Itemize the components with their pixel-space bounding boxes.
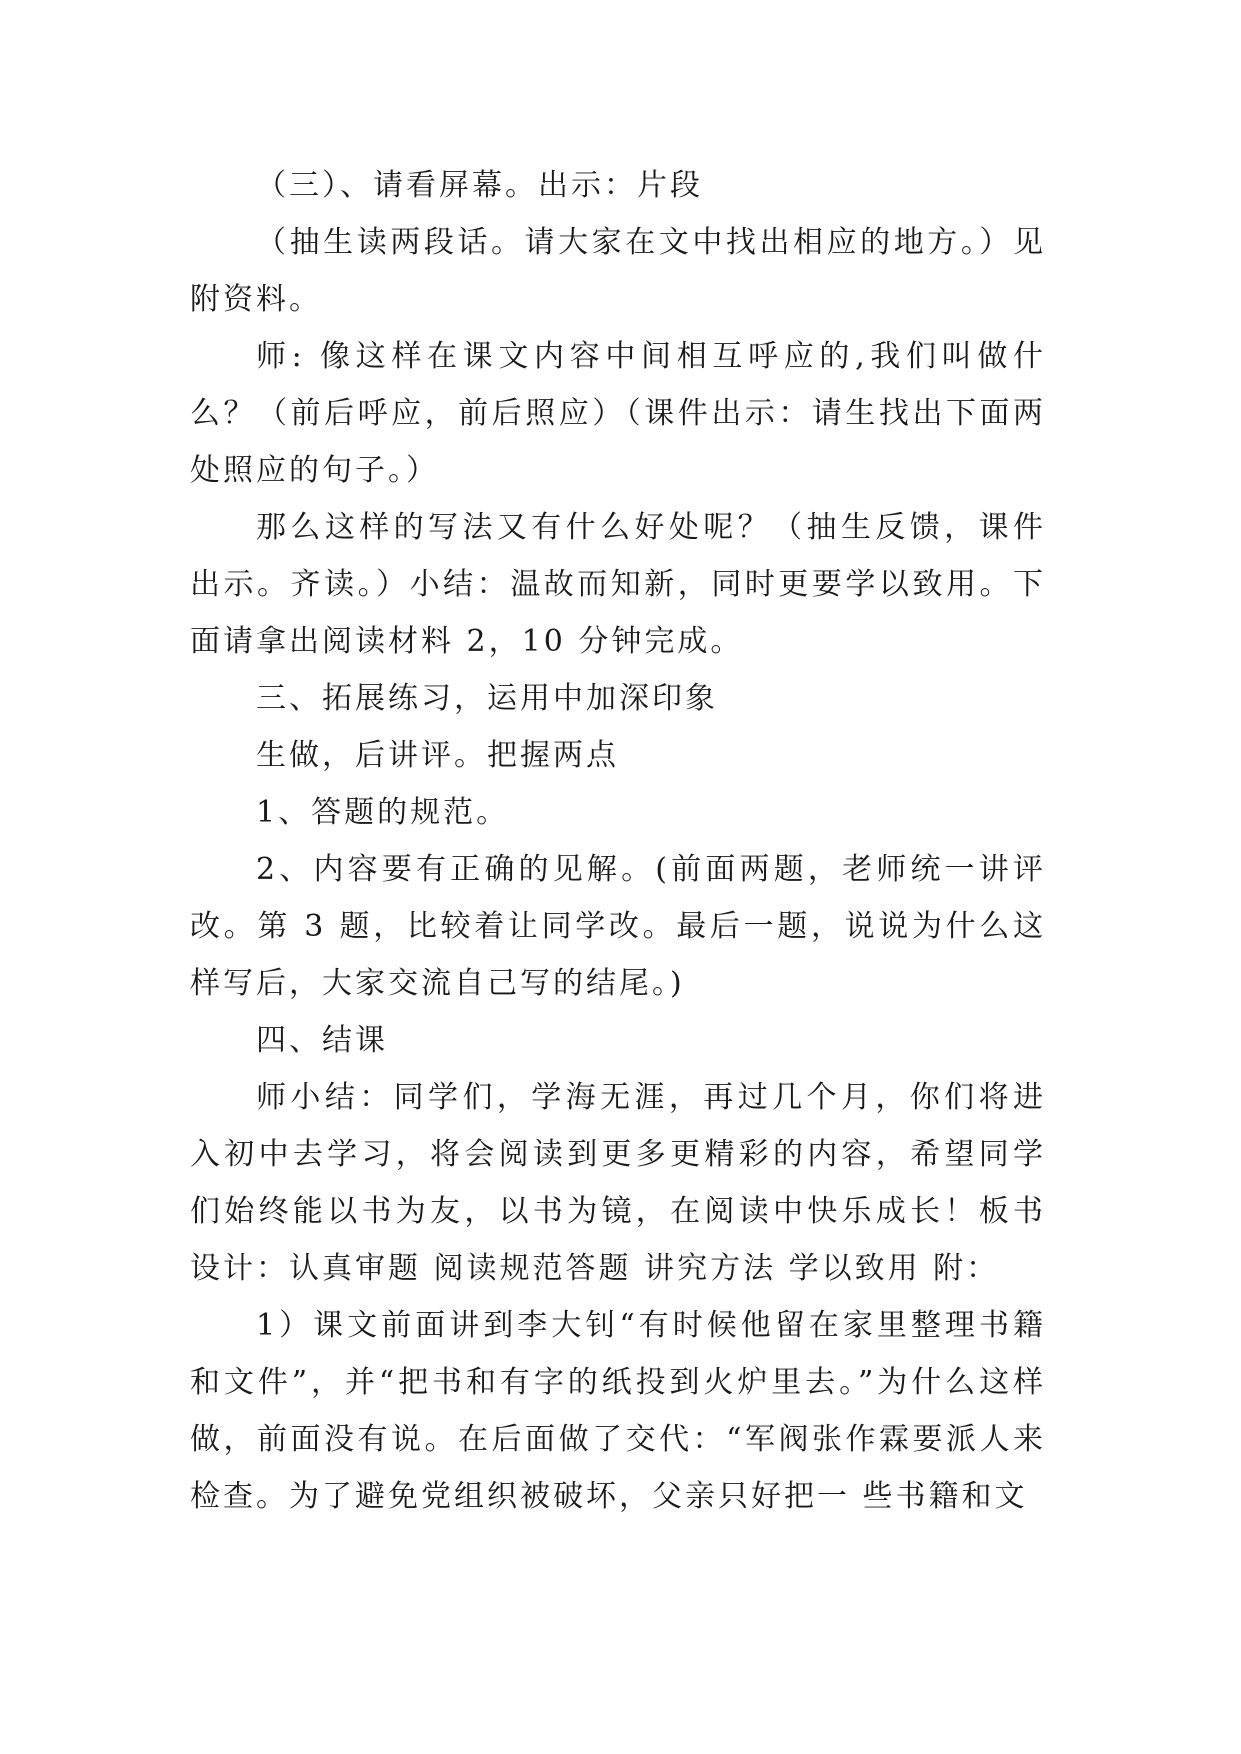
paragraph-writing-benefit: 那么这样的写法又有什么好处呢？（抽生反馈，课件出示。齐读。）小结：温故而知新，同时更要学以致用。下面请拿出阅读材料 2，10 分钟完成。 <box>190 510 1046 659</box>
paragraph-point-one: 1、答题的规范。 <box>256 795 510 830</box>
paragraph-students-do-then-review: 生做，后讲评。把握两点 <box>256 738 619 773</box>
paragraph-section-extension-practice: 三、拓展练习，运用中加深印象 <box>256 681 718 716</box>
paragraph-teacher-echo-question: 师: 像这样在课文内容中间相互呼应的,我们叫做什么？（前后呼应，前后照应）（课件出示：请生找出下面两处照应的句子。） <box>190 339 1046 488</box>
paragraph-appendix-one: 1）课文前面讲到李大钊“有时候他留在家里整理书籍和文件”，并“把书和有字的纸投到火炉里去。”为什么这样做，前面没有说。在后面做了交代：“军阀张作霖要派人来检查。为了避免党组织被破坏，父亲只好把一 些书籍和文 <box>190 1308 1046 1514</box>
document-body <box>190 157 1046 1525</box>
paragraph-point-two: 2、内容要有正确的见解。(前面两题，老师统一讲评改。第 3 题，比较着让同学改。最后一题，说说为什么这样写后，大家交流自己写的结尾。) <box>190 852 1046 1001</box>
paragraph-teacher-summary: 师小结：同学们，学海无涯，再过几个月，你们将进入初中去学习，将会阅读到更多更精彩的内容，希望同学们始终能以书为友，以书为镜，在阅读中快乐成长！板书设计：认真审题 阅读规范答题 讲究方法 学以致用 附： <box>190 1080 1046 1286</box>
paragraph-read-two-passages: （抽生读两段话。请大家在文中找出相应的地方。）见附资料。 <box>190 225 1046 317</box>
paragraph-section-three-screen: （三）、请看屏幕。出示：片段 <box>256 168 703 203</box>
paragraph-section-four-conclusion: 四、结课 <box>256 1023 388 1058</box>
